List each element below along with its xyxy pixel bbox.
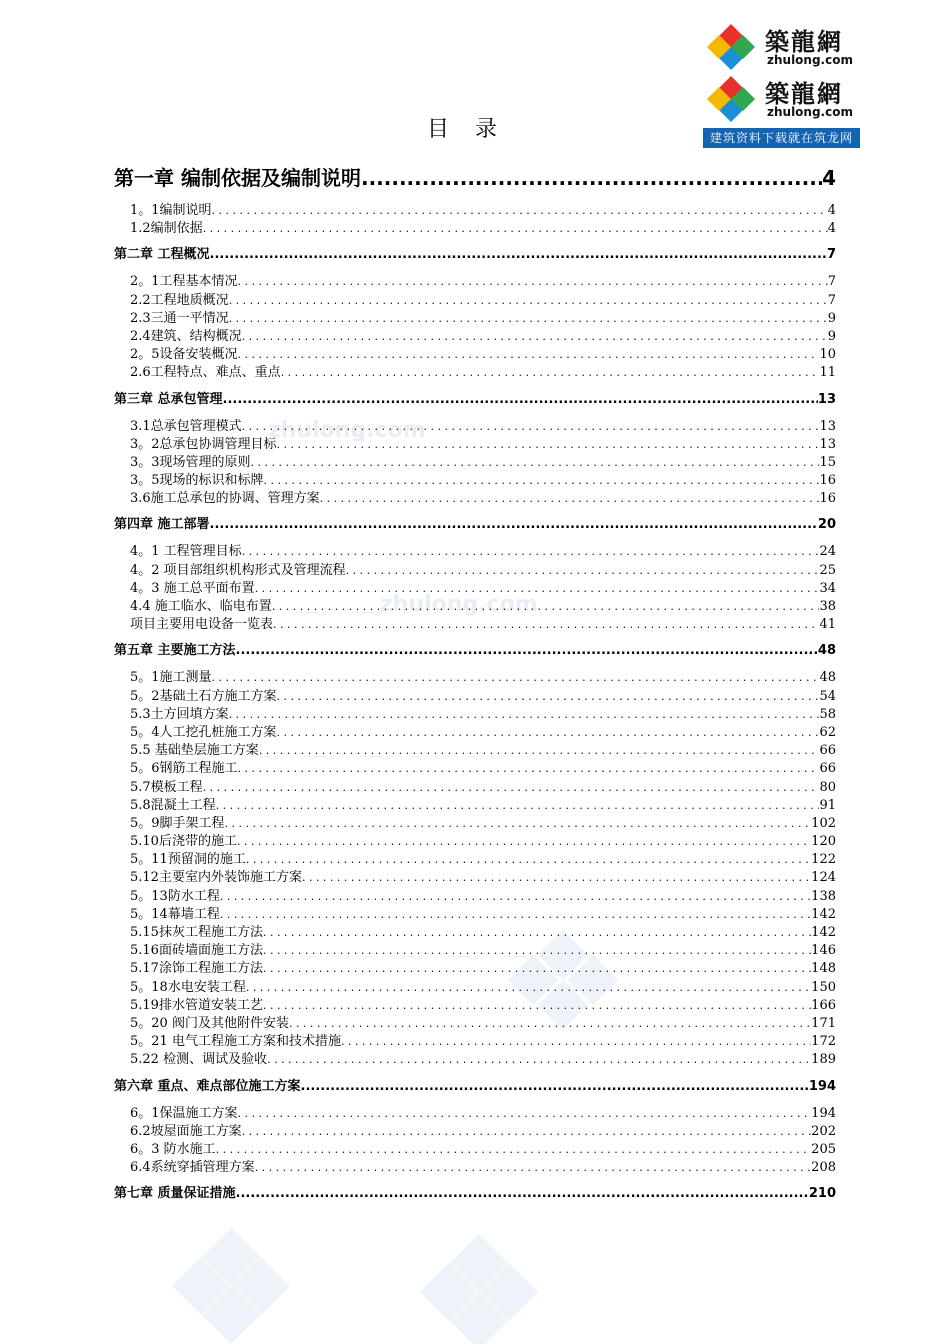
- toc-entry-label: 1。1编制说明: [130, 203, 212, 218]
- toc-section-entry[interactable]: [114, 706, 836, 724]
- toc-dot-leader: [277, 724, 820, 742]
- toc-page-number: 4: [827, 221, 836, 237]
- toc-entry-label: 2.3三通一平情况: [130, 310, 229, 326]
- toc-page-number: 58: [819, 706, 836, 722]
- toc-page-number: 34: [819, 580, 836, 596]
- toc-entry-label: 6.4系统穿插管理方案: [130, 1160, 255, 1176]
- toc-entry-label: 第二章 工程概况: [114, 247, 210, 263]
- toc-section-entry[interactable]: [114, 924, 836, 942]
- toc-entry-label: 5.19排水管道安装工艺: [130, 997, 263, 1013]
- toc-entry-label: 6.2坡屋面施工方案: [130, 1123, 242, 1139]
- toc-entry-label: 2。1工程基本情况: [130, 274, 238, 290]
- toc-entry-label: 5.8混凝土工程: [130, 797, 216, 813]
- toc-dot-leader: [267, 1051, 811, 1069]
- table-of-contents: [114, 163, 836, 1212]
- toc-entry-label: 5。18水电安装工程: [130, 979, 246, 995]
- toc-entry-label: 第三章 总承包管理: [114, 391, 223, 407]
- toc-chapter-entry[interactable]: [114, 1183, 836, 1205]
- toc-section-entry[interactable]: [114, 1015, 836, 1033]
- toc-dot-leader: [210, 244, 827, 266]
- toc-section-entry[interactable]: [114, 1033, 836, 1051]
- toc-entry-label: 5。6钢筋工程施工: [130, 761, 238, 777]
- toc-page-number: 20: [817, 517, 836, 533]
- toc-dot-leader: [251, 454, 820, 472]
- toc-section-entry[interactable]: [114, 960, 836, 978]
- toc-page-number: 120: [811, 834, 836, 850]
- toc-entry-label: 5.7模板工程: [130, 779, 203, 795]
- toc-page-number: 10: [819, 347, 836, 363]
- toc-dot-leader: [212, 669, 820, 687]
- toc-section-entry[interactable]: [114, 292, 836, 310]
- toc-page-number: 210: [808, 1186, 836, 1202]
- toc-page-number: 7: [827, 274, 836, 290]
- toc-page-number: 202: [811, 1123, 836, 1139]
- toc-section-entry[interactable]: [114, 1141, 836, 1159]
- toc-page-number: 146: [811, 943, 836, 959]
- toc-section-entry[interactable]: [114, 869, 836, 887]
- toc-dot-leader: [242, 1123, 811, 1141]
- toc-entry-label: 5。4人工挖孔桩施工方案: [130, 724, 277, 740]
- toc-entry-label: 5.12主要室内外装饰施工方案: [130, 870, 302, 886]
- toc-page-number: 171: [811, 1015, 836, 1031]
- toc-page-number: 66: [819, 743, 836, 759]
- logo-name: 築龍網: [765, 28, 843, 56]
- toc-entry-label: 5。2基础土石方施工方案: [130, 688, 277, 704]
- logo-slogan: 建筑资料下载就在筑龙网: [703, 128, 860, 148]
- toc-entry-label: 2.2工程地质概况: [130, 292, 229, 308]
- toc-entry-label: 6。1保温施工方案: [130, 1105, 238, 1121]
- toc-section-entry[interactable]: [114, 815, 836, 833]
- toc-dot-leader: [255, 580, 820, 598]
- toc-page-number: 142: [811, 925, 836, 940]
- toc-dot-leader: [203, 220, 828, 238]
- zhulong-logo-icon: [705, 24, 757, 70]
- toc-page-number: 148: [811, 961, 836, 977]
- toc-section-entry[interactable]: [114, 979, 836, 997]
- toc-page-number: 4: [822, 166, 836, 190]
- toc-page-number: 48: [817, 643, 836, 659]
- logo-row: [703, 20, 860, 72]
- toc-chapter-entry[interactable]: [114, 244, 836, 266]
- toc-dot-leader: [242, 328, 828, 346]
- toc-dot-leader: [263, 942, 811, 960]
- toc-page-number: 7: [827, 292, 836, 308]
- toc-dot-leader: [229, 310, 828, 328]
- toc-page-number: 102: [811, 815, 836, 831]
- toc-dot-leader: [289, 1015, 811, 1033]
- toc-section-entry[interactable]: [114, 1123, 836, 1141]
- toc-entry-label: 5。1施工测量: [130, 670, 212, 686]
- toc-dot-leader: [242, 418, 820, 436]
- toc-section-entry[interactable]: [114, 346, 836, 364]
- toc-page-number: 41: [819, 617, 836, 633]
- toc-section-entry[interactable]: [114, 562, 836, 580]
- toc-dot-leader: [229, 706, 820, 724]
- toc-dot-leader: [203, 779, 820, 797]
- toc-dot-leader: [246, 979, 811, 997]
- toc-chapter-entry[interactable]: [114, 514, 836, 536]
- watermark-logo-icon: [420, 1234, 538, 1344]
- toc-section-entry[interactable]: [114, 997, 836, 1015]
- toc-page-number: 11: [819, 365, 836, 381]
- toc-entry-label: 3.1总承包管理模式: [130, 418, 242, 434]
- toc-entry-label: 第六章 重点、难点部位施工方案: [114, 1078, 301, 1094]
- toc-page-number: 25: [819, 562, 836, 578]
- toc-dot-leader: [281, 364, 820, 382]
- toc-entry-label: 4。1 工程管理目标: [130, 544, 242, 560]
- toc-dot-leader: [263, 997, 811, 1015]
- toc-page-number: 150: [811, 979, 836, 995]
- toc-dot-leader: [216, 797, 820, 815]
- page-title: 目录: [426, 117, 523, 142]
- toc-dot-leader: [361, 163, 822, 193]
- toc-section-entry[interactable]: [114, 942, 836, 960]
- toc-entry-label: 项目主要用电设备一览表: [130, 617, 274, 633]
- toc-entry-label: 5.3土方回填方案: [130, 706, 229, 722]
- toc-page-number: 122: [811, 852, 836, 868]
- toc-entry-label: 第四章 施工部署: [114, 517, 210, 533]
- toc-section-entry[interactable]: [114, 833, 836, 851]
- toc-dot-leader: [259, 742, 820, 760]
- watermark-logo-icon: [172, 1228, 290, 1344]
- toc-section-entry[interactable]: [114, 779, 836, 797]
- toc-dot-leader: [237, 833, 811, 851]
- toc-entry-label: 5.10后浇带的施工: [130, 834, 237, 850]
- toc-section-entry[interactable]: [114, 851, 836, 869]
- toc-page-number: 166: [811, 997, 836, 1013]
- toc-entry-label: 5.15抹灰工程施工方法: [130, 925, 263, 940]
- toc-entry-label: 5。11预留洞的施工: [130, 852, 246, 868]
- toc-dot-leader: [255, 1159, 811, 1177]
- toc-page-number: 62: [819, 724, 836, 740]
- toc-section-entry[interactable]: [114, 202, 836, 220]
- toc-section-entry[interactable]: [114, 490, 836, 508]
- toc-page-number: 172: [811, 1034, 836, 1050]
- toc-entry-label: 3.6施工总承包的协调、管理方案: [130, 491, 320, 507]
- toc-entry-label: 5。13防水工程: [130, 888, 220, 904]
- toc-dot-leader: [246, 851, 811, 869]
- toc-page-number: 66: [819, 761, 836, 777]
- toc-dot-leader: [302, 869, 811, 887]
- toc-dot-leader: [301, 1076, 809, 1098]
- toc-dot-leader: [220, 888, 811, 906]
- toc-dot-leader: [238, 760, 820, 778]
- toc-entry-label: 5。14幕墙工程: [130, 906, 220, 922]
- watermark-text: zhulong.com: [380, 592, 538, 617]
- toc-dot-leader: [223, 389, 818, 411]
- toc-page-number: 38: [819, 599, 836, 614]
- toc-section-entry[interactable]: [114, 328, 836, 346]
- toc-section-entry[interactable]: [114, 364, 836, 382]
- toc-dot-leader: [346, 562, 820, 580]
- logo-domain: zhulong.com: [767, 53, 853, 67]
- toc-dot-leader: [216, 1141, 811, 1159]
- toc-entry-label: 第五章 主要施工方法: [114, 643, 236, 659]
- toc-chapter-entry[interactable]: [114, 640, 836, 662]
- toc-entry-label: 4.4 施工临水、临电布置: [130, 599, 272, 614]
- toc-dot-leader: [238, 273, 828, 291]
- toc-dot-leader: [272, 598, 820, 616]
- toc-dot-leader: [238, 1105, 812, 1123]
- toc-page-number: 205: [811, 1141, 836, 1157]
- toc-section-entry[interactable]: [114, 1051, 836, 1069]
- toc-entry-label: 3。5现场的标识和标牌: [130, 473, 264, 489]
- toc-section-entry[interactable]: [114, 436, 836, 454]
- toc-page-number: 124: [811, 870, 836, 886]
- toc-section-entry[interactable]: [114, 580, 836, 598]
- toc-page-number: 24: [819, 544, 836, 560]
- toc-page-number: 48: [819, 670, 836, 686]
- toc-section-entry[interactable]: [114, 724, 836, 742]
- toc-section-entry[interactable]: [114, 220, 836, 238]
- toc-entry-label: 4。2 项目部组织机构形式及管理流程: [130, 562, 346, 578]
- toc-page-number: 142: [811, 906, 836, 922]
- toc-page-number: 194: [808, 1078, 836, 1094]
- toc-section-entry[interactable]: [114, 888, 836, 906]
- toc-dot-leader: [277, 688, 820, 706]
- toc-section-entry[interactable]: [114, 742, 836, 760]
- toc-section-entry[interactable]: [114, 1105, 836, 1123]
- toc-page-number: 13: [819, 436, 836, 452]
- toc-dot-leader: [212, 202, 828, 220]
- toc-section-entry[interactable]: [114, 616, 836, 634]
- toc-section-entry[interactable]: [114, 273, 836, 291]
- toc-section-entry[interactable]: [114, 906, 836, 924]
- toc-page-number: 138: [811, 888, 836, 904]
- toc-section-entry[interactable]: [114, 669, 836, 687]
- toc-entry-label: 第一章 编制依据及编制说明: [114, 166, 361, 190]
- toc-entry-label: 5。21 电气工程施工方案和技术措施: [130, 1034, 341, 1050]
- toc-section-entry[interactable]: [114, 472, 836, 490]
- toc-chapter-entry[interactable]: [114, 1076, 836, 1098]
- toc-chapter-entry[interactable]: [114, 389, 836, 411]
- toc-dot-leader: [277, 436, 820, 454]
- toc-entry-label: 5.16面砖墙面施工方法: [130, 943, 263, 959]
- toc-dot-leader: [225, 815, 812, 833]
- toc-dot-leader: [320, 490, 820, 508]
- toc-dot-leader: [229, 292, 828, 310]
- toc-page-number: 54: [819, 688, 836, 704]
- toc-page-number: 4: [827, 203, 836, 218]
- toc-page-number: 80: [819, 779, 836, 795]
- toc-page-number: 13: [819, 418, 836, 434]
- toc-entry-label: 4。3 施工总平面布置: [130, 580, 255, 596]
- toc-entry-label: 第七章 质量保证措施: [114, 1186, 236, 1202]
- toc-page-number: 189: [811, 1052, 836, 1068]
- toc-entry-label: 3。3现场管理的原则: [130, 454, 251, 470]
- toc-section-entry[interactable]: [114, 760, 836, 778]
- toc-chapter-entry[interactable]: [114, 163, 836, 193]
- toc-page-number: 13: [817, 391, 836, 407]
- toc-dot-leader: [220, 906, 811, 924]
- toc-section-entry[interactable]: [114, 543, 836, 561]
- toc-page-number: 7: [826, 247, 836, 263]
- toc-entry-label: 2。5设备安装概况: [130, 347, 238, 363]
- toc-dot-leader: [273, 616, 819, 634]
- toc-entry-label: 3。2总承包协调管理目标: [130, 436, 277, 452]
- logo-domain: zhulong.com: [767, 105, 853, 119]
- toc-section-entry[interactable]: [114, 1159, 836, 1177]
- toc-dot-leader: [238, 346, 820, 364]
- toc-entry-label: 5.5 基础垫层施工方案: [130, 743, 259, 759]
- toc-section-entry[interactable]: [114, 310, 836, 328]
- toc-section-entry[interactable]: [114, 418, 836, 436]
- toc-section-entry[interactable]: [114, 797, 836, 815]
- toc-dot-leader: [264, 472, 820, 490]
- toc-entry-label: 1.2编制依据: [130, 221, 203, 237]
- toc-entry-label: 5。20 阀门及其他附件安装: [130, 1015, 289, 1031]
- watermark-text: zhulong.com: [268, 418, 426, 443]
- toc-page-number: 208: [811, 1160, 836, 1176]
- toc-dot-leader: [236, 1183, 809, 1205]
- toc-dot-leader: [236, 640, 818, 662]
- toc-dot-leader: [263, 960, 811, 978]
- toc-dot-leader: [210, 514, 818, 536]
- toc-page-number: 9: [827, 328, 836, 344]
- toc-entry-label: 5.22 检测、调试及验收: [130, 1052, 268, 1068]
- toc-entry-label: 2.4建筑、结构概况: [130, 328, 242, 344]
- toc-dot-leader: [242, 543, 820, 561]
- logo-name: 築龍網: [765, 80, 843, 108]
- toc-page-number: 91: [819, 797, 836, 813]
- toc-page-number: 15: [819, 454, 836, 470]
- toc-entry-label: 6。3 防水施工: [130, 1141, 216, 1157]
- toc-dot-leader: [341, 1033, 811, 1051]
- toc-section-entry[interactable]: [114, 598, 836, 616]
- toc-section-entry[interactable]: [114, 688, 836, 706]
- toc-page-number: 194: [811, 1105, 836, 1121]
- toc-page-number: 16: [819, 473, 836, 489]
- toc-page-number: 9: [827, 310, 836, 326]
- toc-section-entry[interactable]: [114, 454, 836, 472]
- toc-page-number: 16: [819, 491, 836, 507]
- toc-entry-label: 2.6工程特点、难点、重点: [130, 365, 281, 381]
- toc-entry-label: 5。9脚手架工程: [130, 815, 225, 831]
- toc-dot-leader: [263, 924, 811, 942]
- toc-entry-label: 5.17涂饰工程施工方法: [130, 961, 263, 977]
